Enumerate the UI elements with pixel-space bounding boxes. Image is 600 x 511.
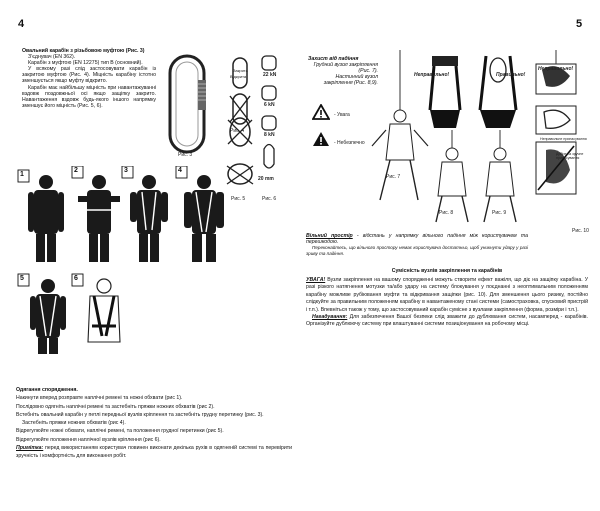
label-incorrect-2: Неправильно!	[538, 66, 574, 72]
fig4-caption: Рис. 4	[230, 128, 245, 134]
step-number-4: 4	[178, 167, 182, 174]
oval-carabiner-illustration	[162, 52, 222, 157]
page-number-right: 5	[576, 18, 583, 30]
strength-label-3: 8 kN	[264, 132, 275, 138]
free-space-text: - відстань у напрямку вільного падіння між користувачем та перешкодою.	[306, 233, 528, 245]
compat-section	[306, 277, 588, 329]
fig5-caption: Рис. 5	[231, 196, 246, 202]
donning-step-3: Встебніть овальний карабін у петлі передньої вузлів кріплення та застебніть грудну перетинку (рис. 3).	[16, 411, 264, 418]
donning-note-text: перед використанням користувач повинен виконати декілька рухів в одягненій системі та перевірити зручність і комфортність для виконання робіт.	[16, 445, 292, 460]
fig7-caption: Рис. 7	[386, 174, 401, 180]
label-bad-fit: Неправильне припасування	[540, 137, 587, 141]
compat-reminder	[306, 314, 588, 329]
carabiner-p1: Карабін з муфтою (EN 12275) тип B (основний).	[28, 60, 143, 67]
compat-warning-text: Вузли закріплення на вашому спорядженні можуть створити ефект важіля, що діє на защіпку карабіна. У разі різкого натягнення мотузки та/або удару на систему блокування у поєднанні з неоптимальним положенням карабіну можливе рубіювання муфти та відкривання защіпки (рис. 10). Для зменшення цього ризику, постійно слідкуйте за правильним положенням карабіну в навантаженому стані системи (самостраховка, спусковий пристрій і т.п.). Впевніться також у тому, що застосовуваний карабін сумісне з вузлами закріплення (форма, розміри і т.п.).	[306, 277, 588, 313]
compat-reminder-text: Для забезпечення Вашої безпеки слід зважити до дублювання систем, насамперед - карабінів. Організуйте дублюючу систему при влаштуванні системи позиціонування на робочому місці.	[306, 314, 588, 328]
page-number-left: 4	[18, 18, 25, 30]
fig9-caption: Рис. 9	[492, 210, 507, 216]
legend-attention: - Увага	[334, 112, 350, 118]
label-correct: Правильно!	[496, 72, 526, 78]
compat-warning-label: УВАГА!	[306, 277, 326, 283]
fig8-caption: Рис. 8	[439, 210, 454, 216]
compat-title: Сумісність вузлів закріплення та карабінів	[391, 268, 503, 274]
fig4-label-closed: Закрита	[233, 68, 248, 73]
fall-title: Захист від падіння	[308, 56, 359, 62]
free-space-definition	[306, 234, 528, 245]
carabiner-section	[22, 48, 156, 109]
compat-warning	[306, 277, 588, 314]
step-number-5: 5	[20, 275, 24, 282]
label-good-fit: Добре та зручне припасування	[556, 152, 584, 160]
free-space-term: Вільний простір	[306, 233, 353, 239]
donning-title: Одягання спорядження.	[16, 387, 78, 393]
fig6-caption: Рис. 6	[262, 196, 277, 202]
donning-steps-illustration	[16, 166, 234, 356]
step-number-2: 2	[74, 167, 78, 174]
donning-step-1: Накинути вперед розправте наплічні ремені та ножні обхвати (рис 1).	[16, 395, 183, 402]
fig4-label-open: Відкрита	[230, 74, 247, 79]
donning-step-6: Відрегулюйте положення наплічної вузлів кріплення (рис 6).	[16, 436, 161, 443]
free-space-section	[306, 234, 528, 256]
legend-danger: - Небезпечно	[334, 140, 365, 146]
free-space-note: Переконайтесь, що вільного простору немає користувача достатньо, щоб уникнути удару у разі зриву та падіння.	[306, 245, 528, 256]
donning-section	[16, 386, 292, 461]
compat-reminder-label: Нагадування:	[312, 314, 348, 321]
step-number-1: 1	[20, 171, 24, 178]
step-number-6: 6	[74, 275, 78, 282]
carabiner-standard: З’єднувач (EN 362).	[28, 54, 76, 61]
carabiner-p2: У всякому разі слід застосовувати карабін із закритою муфтою (Рис. 4). Міцність карабіну істотно зменшується якщо муфту відкрито.	[22, 66, 156, 85]
donning-step-2: Послідовно одягніть наплічні ремені та застебніть пряжки ножних обхватів (рис 2).	[16, 403, 215, 410]
carabiner-p3: Карабін має найбільшу міцність при навантажуванні вздовж поздовжньої осі якщо защіпку закрито. Навантаження вздовж будь-якого іншого напрямку зменшує його міцність (Рис. 5, 6).	[22, 84, 156, 109]
label-incorrect-1: Неправильно!	[414, 72, 450, 78]
warning-icon	[312, 104, 330, 120]
donning-note-label: Примітка:	[16, 445, 44, 452]
strength-label-2: 6 kN	[264, 102, 275, 108]
fall-item-1: Грудний вузол закріплення (Рис. 7).	[313, 62, 378, 74]
donning-step-4: Застебніть пряжки ножних обхватів (рис 4).	[22, 420, 126, 427]
danger-icon	[312, 131, 330, 147]
donning-step-5: Відрегулюйте ножні обхвати, наплічні ремені, та положення грудної перетинки (рис 5).	[16, 428, 224, 435]
fall-item-2: Настинний вузол закріплення (Рис. 8,9).	[323, 74, 378, 86]
fig10-caption: Рис. 10	[572, 228, 589, 234]
donning-note	[16, 444, 292, 461]
strength-label-4: 20 mm	[258, 176, 274, 182]
carabiner-title: Овальний карабін з різьбовою муфтою (Рис. 3)	[22, 48, 145, 54]
fig3-caption: Рис. 3	[178, 152, 193, 158]
strength-label-1: 22 kN	[263, 72, 277, 78]
step-number-3: 3	[124, 167, 128, 174]
